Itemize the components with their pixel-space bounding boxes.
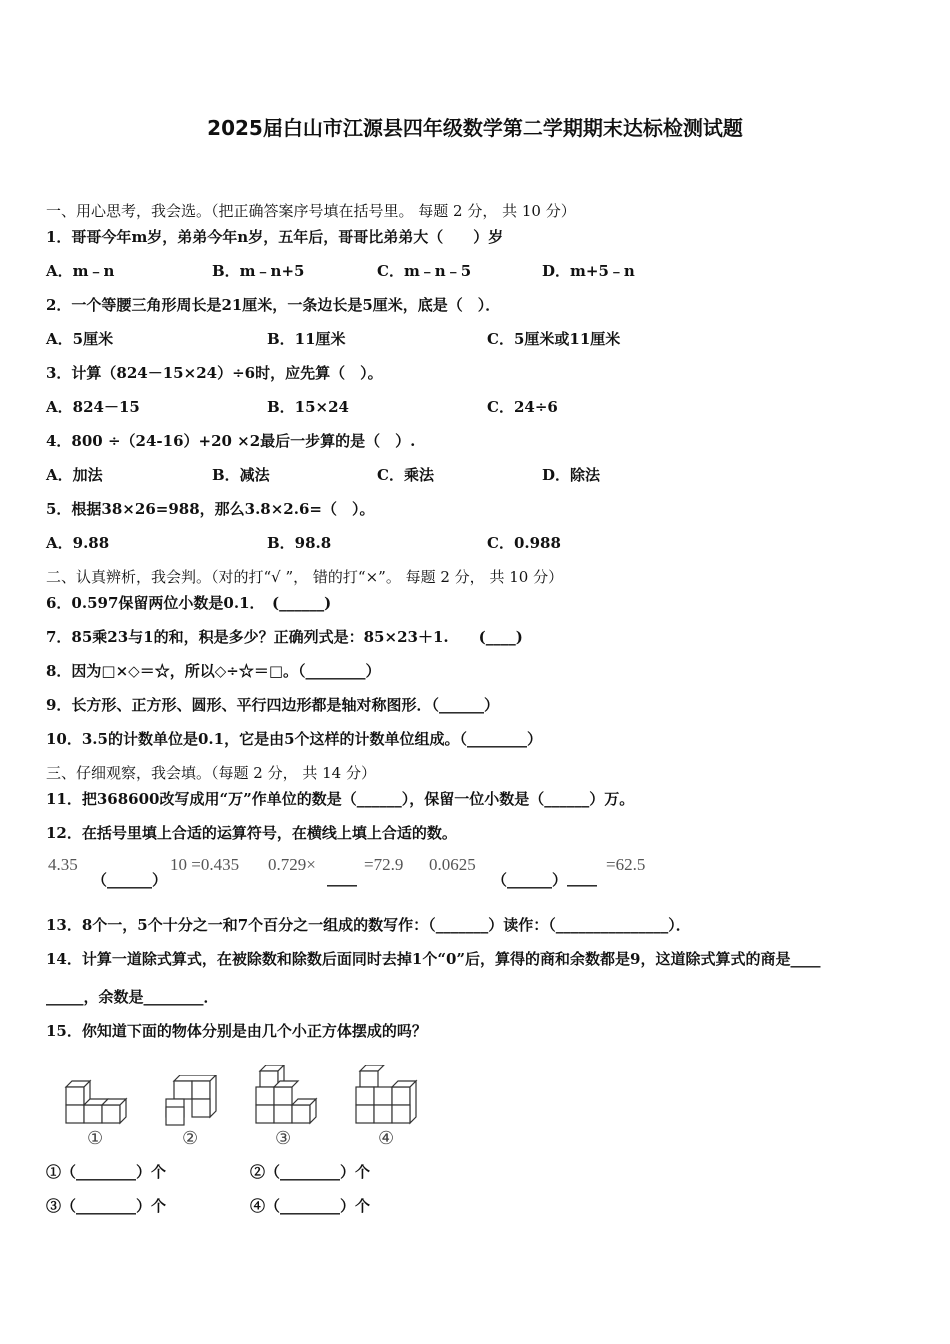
question-1: 1．哥哥今年m岁，弟弟今年n岁，五年后，哥哥比弟弟大（ ）岁 [46,228,504,246]
question-7: 7．85乘23与1的和，积是多少？正确列式是：85×23＋1. (____) [46,628,523,646]
q2-option-a[interactable]: A．5厘米 [46,330,114,348]
q3-option-c[interactable]: C．24÷6 [487,398,558,416]
answer-2[interactable]: ②（________）个 [250,1163,371,1181]
q1-option-d[interactable]: D．m+5﹣n [542,262,635,280]
q12-blank-3[interactable]: （______） [492,871,568,889]
question-12: 12．在括号里填上合适的运算符号，在横线上填上合适的数。 [46,824,457,842]
q1-option-a[interactable]: A．m﹣n [46,262,115,280]
q12-blank-2[interactable]: ____ [327,869,357,887]
q3-option-a[interactable]: A．824－15 [46,398,140,416]
cube-figure-4 [354,1065,422,1125]
q12-expr-3: 0.729× [268,855,316,874]
question-6: 6．0.597保留两位小数是0.1． (______) [46,594,332,612]
answer-1[interactable]: ①（________）个 [46,1163,167,1181]
question-15: 15．你知道下面的物体分别是由几个小正方体摆成的吗？ [46,1022,427,1040]
q12-expr-2: 10 =0.435 [170,855,240,874]
q2-option-b[interactable]: B．11厘米 [267,330,346,348]
figure-4-label: ④ [378,1128,395,1149]
answer-4[interactable]: ④（________）个 [250,1197,371,1215]
q1-option-c[interactable]: C．m﹣n﹣5 [377,262,472,280]
question-11: 11．把368600改写成用“万”作单位的数是（______），保留一位小数是（______）万。 [46,790,635,808]
question-8: 8．因为□×◇＝☆，所以◇÷☆＝□。（________） [46,662,381,680]
question-14-line-2: _____，余数是________． [46,988,219,1006]
q12-blank-4[interactable]: ____ [567,869,597,887]
figure-2-label: ② [182,1128,199,1149]
question-9: 9．长方形、正方形、圆形、平行四边形都是轴对称图形．（______） [46,696,499,714]
q5-option-b[interactable]: B．98.8 [267,534,332,552]
cube-figure-3 [254,1065,320,1125]
q2-option-c[interactable]: C．5厘米或11厘米 [487,330,621,348]
answer-3[interactable]: ③（________）个 [46,1197,167,1215]
page-title: 2025届白山市江源县四年级数学第二学期期末达标检测试题 [207,116,743,140]
figure-3-label: ③ [275,1128,292,1149]
question-14-line-1: 14．计算一道除式算式，在被除数和除数后面同时去掉1个“0”后，算得的商和余数都是9，这道除式算式的商是____ [46,950,821,968]
q4-option-a[interactable]: A．加法 [46,466,103,484]
q4-option-d[interactable]: D．除法 [542,466,601,484]
q4-option-b[interactable]: B．减法 [212,466,270,484]
q5-option-a[interactable]: A．9.88 [46,534,110,552]
cube-figure-1 [64,1075,128,1127]
q12-expr-1: 4.35 [48,855,78,874]
question-3: 3．计算（824－15×24）÷6时，应先算（ ）。 [46,364,383,382]
section-1-heading: 一、用心思考，我会选。（把正确答案序号填在括号里。 每题 2 分， 共 10 分） [46,202,576,220]
q12-expr-5: 0.0625 [429,855,476,874]
q1-option-b[interactable]: B．m﹣n+5 [212,262,305,280]
q4-option-c[interactable]: C．乘法 [377,466,434,484]
cube-figure-2 [164,1075,220,1127]
section-2-heading: 二、认真辨析，我会判。（对的打“√ ”， 错的打“×”。 每题 2 分， 共 10 分） [46,568,564,586]
q3-option-b[interactable]: B．15×24 [267,398,349,416]
question-4: 4．800 ÷（24-16）+20 ×2最后一步算的是（ ）. [46,432,416,450]
q12-expr-4: =72.9 [364,855,404,874]
q12-blank-1[interactable]: （______） [92,871,168,889]
section-3-heading: 三、仔细观察，我会填。（每题 2 分， 共 14 分） [46,764,376,782]
figure-1-label: ① [87,1128,104,1149]
question-13: 13．8个一，5个十分之一和7个百分之一组成的数写作：（_______）读作：（_______________）． [46,916,691,934]
q12-expr-6: =62.5 [606,855,646,874]
question-10: 10．3.5的计数单位是0.1，它是由5个这样的计数单位组成。（________） [46,730,543,748]
q5-option-c[interactable]: C．0.988 [487,534,561,552]
question-5: 5．根据38×26=988，那么3.8×2.6=（ ）。 [46,500,375,518]
question-2: 2．一个等腰三角形周长是21厘米，一条边长是5厘米，底是（ ）． [46,296,501,314]
